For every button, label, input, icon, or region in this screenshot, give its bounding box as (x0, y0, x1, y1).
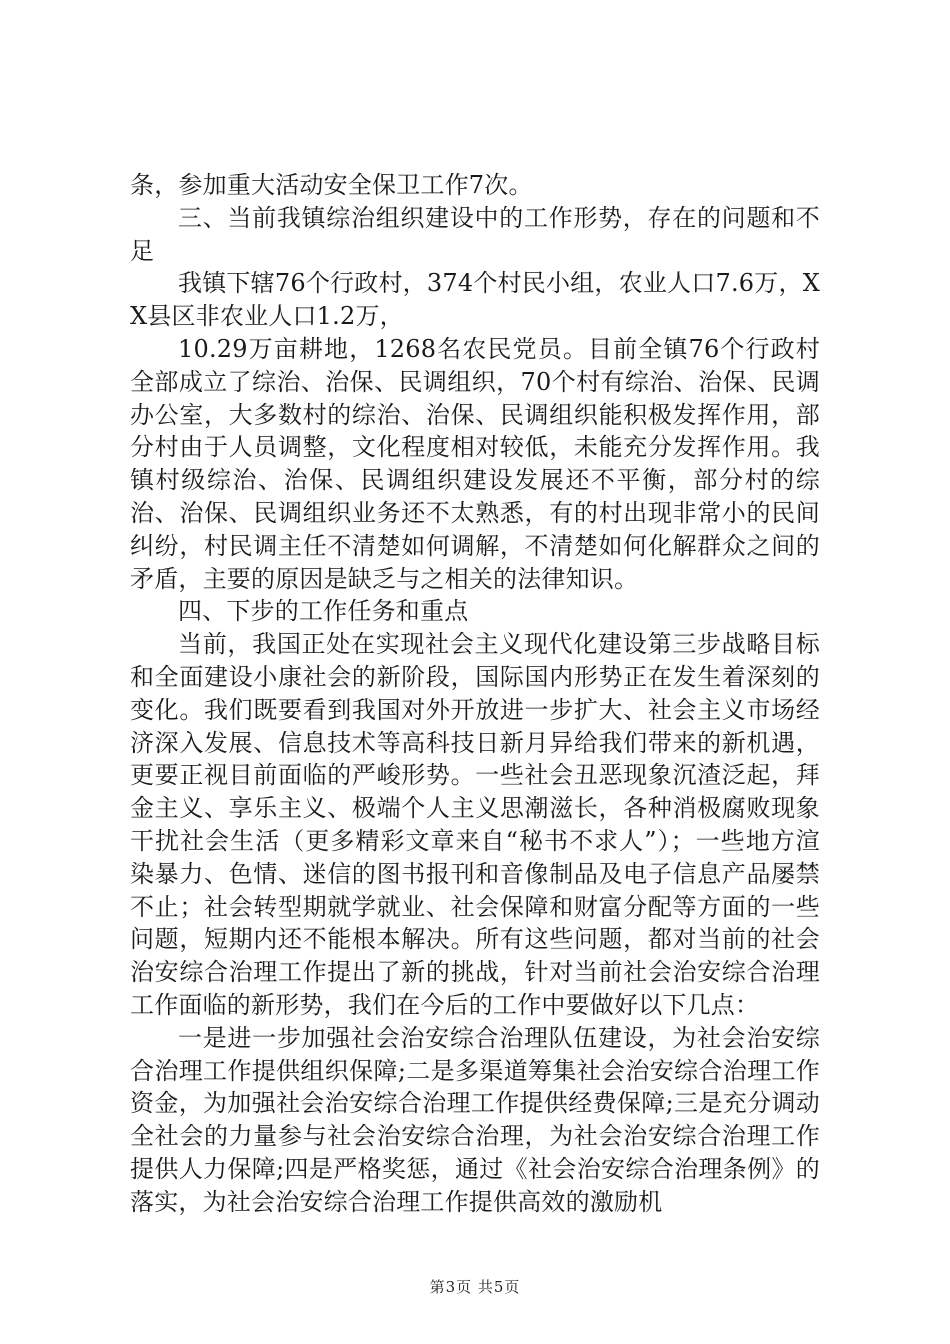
section-heading-four: 四、下步的工作任务和重点 (178, 597, 469, 626)
paragraph-current-situation: 当前，我国正处在实现社会主义现代化建设第三步战略目标和全面建设小康社会的新阶段，国际国内形势正在发生着深刻的变化。我们既要看到我国对外开放进一步扩大、社会主义市场经济深入发展、信息技术等高科技日新月异给我们带来的新机遇，更要正视目前面临的严峻形势。一些社会丑恶现象沉渣泛起，拜金主义、享乐主义、极端个人主义思潮滋长，各种消极腐败现象干扰社会生活（更多精彩文章来自“秘书不求人”）；一些地方渲染暴力、色情、迷信的图书报刊和音像制品及电子信息产品屡禁不止；社会转型期就学就业、社会保障和财富分配等方面的一些问题，短期内还不能根本解决。所有这些问题，都对当前的社会治安综合治理工作提出了新的挑战，针对当前社会治安综合治理工作面临的新形势，我们在今后的工作中要做好以下几点： (130, 630, 820, 1019)
section-heading-three: 三、当前我镇综治组织建设中的工作形势，存在的问题和不足 (130, 203, 820, 265)
paragraph-work-points: 一是进一步加强社会治安综合治理队伍建设，为社会治安综合治理工作提供组织保障;二是多渠道筹集社会治安综合治理工作资金，为加强社会治安综合治理工作提供经费保障;三是充分调动全社会的力量参与社会治安综合治理，为社会治安综合治理工作提供人力保障;四是严格奖惩，通过《社会治安综合治理条例》的落实，为社会治安综合治理工作提供高效的激励机 (130, 1023, 820, 1216)
page-footer: 第3页 共5页 (429, 1278, 521, 1296)
paragraph-organization-status: 10.29万亩耕地，1268名农民党员。目前全镇76个行政村全部成立了综治、治保、民调组织，70个村有综治、治保、民调办公室，大多数村的综治、治保、民调组织能积极发挥作用，部分村由于人员调整，文化程度相对较低，未能充分发挥作用。我镇村级综治、治保、民调组织建设发展还不平衡，部分村的综治、治保、民调组织业务还不太熟悉，有的村出现非常小的民间纠纷，村民调主任不清楚如何调解，不清楚如何化解群众之间的矛盾，主要的原因是缺乏与之相关的法律知识。 (130, 334, 820, 593)
document-body (130, 169, 820, 1219)
paragraph-continuation: 条，参加重大活动安全保卫工作7次。 (130, 171, 533, 199)
paragraph-town-overview: 我镇下辖76个行政村，374个村民小组，农业人口7.6万，XX县区非农业人口1.2万， (130, 269, 820, 331)
